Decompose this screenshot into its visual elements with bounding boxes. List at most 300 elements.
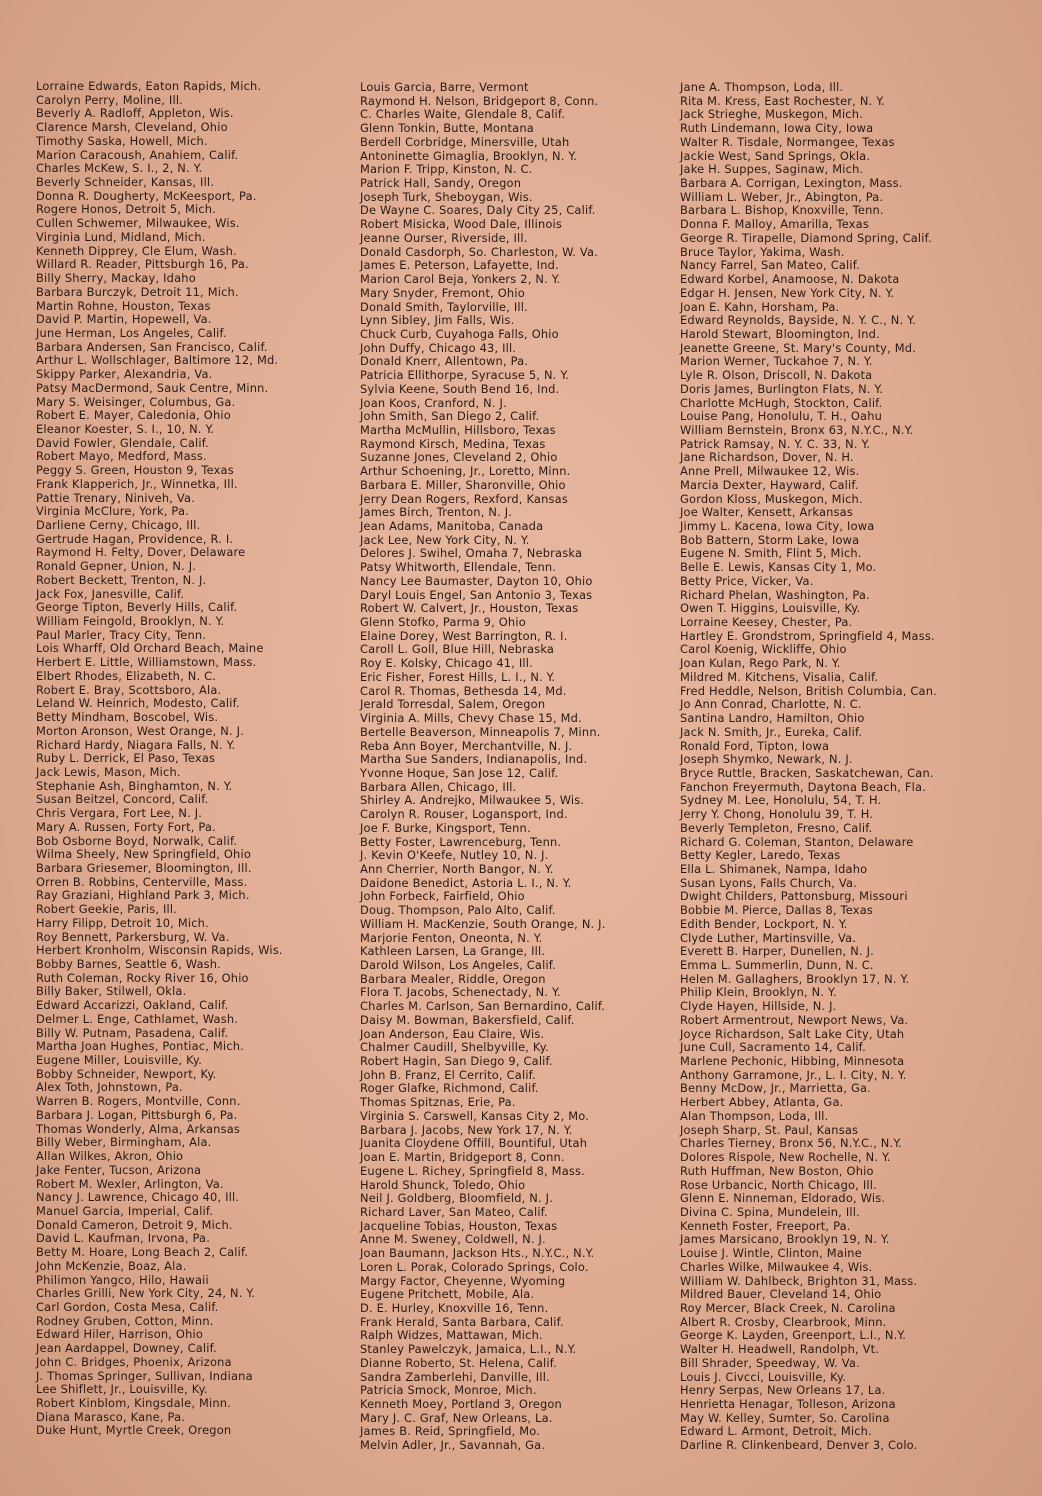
name-entry: Reba Ann Boyer, Merchantville, N. J. [360,738,573,753]
name-entry: Daidone Benedict, Astoria L. I., N. Y. [360,875,572,890]
name-entry: Darold Wilson, Los Angeles, Calif. [360,958,557,972]
name-entry: Ruth Lindemann, Iowa City, Iowa [680,121,874,136]
name-entry: Eugene N. Smith, Flint 5, Mich. [680,546,862,561]
name-entry: Margy Factor, Cheyenne, Wyoming [360,1273,566,1288]
name-entry: Roy Bennett, Parkersburg, W. Va. [36,929,230,944]
name-entry: Barbara Mealer, Riddle, Oregon [360,971,546,986]
name-entry: Robert Misicka, Wood Dale, Illinois [360,217,563,232]
name-entry: William W. Dahlbeck, Brighton 31, Mass. [680,1273,918,1288]
name-entry: Billy W. Putnam, Pasadena, Calif. [36,1025,229,1040]
name-entry: Richard Hardy, Niagara Falls, N. Y. [36,737,236,752]
name-entry: Edward Accarizzi, Oakland, Calif. [36,998,229,1013]
name-entry: Glenn Tonkin, Butte, Montana [360,121,534,136]
name-entry: Edgar H. Jensen, New York City, N. Y. [680,285,895,300]
name-entry: Ann Cherrier, North Bangor, N. Y. [360,861,554,876]
name-entry: Morton Aronson, West Orange, N. J. [36,723,245,738]
name-entry: Sandra Zamberlehi, Danville, Ill. [360,1369,550,1384]
name-entry: George R. Tirapelle, Diamond Spring, Calif. [680,230,932,245]
name-entry: Orren B. Robbins, Centerville, Mass. [36,874,248,889]
name-entry: Chalmer Caudill, Shelbyville, Ky. [360,1040,549,1055]
name-entry: Clyde Luther, Martinsville, Va. [680,930,857,945]
name-entry: Marlene Pechonic, Hibbing, Minnesota [680,1054,905,1069]
name-entry: Thomas Spitznas, Erie, Pa. [360,1095,516,1110]
name-entry: Berdell Corbridge, Minersville, Utah [360,134,570,149]
name-entry: Eugene Pritchett, Mobile, Ala. [360,1287,535,1302]
name-entry: Louis J. Civcci, Louisville, Ky. [680,1369,847,1384]
name-entry: Donald Knerr, Allentown, Pa. [360,354,529,369]
name-entry: Joan Baumann, Jackson Hts., N.Y.C., N.Y. [360,1246,595,1261]
name-entry: Chuck Curb, Cuyahoga Falls, Ohio [360,326,559,341]
name-entry: Marion Werner, Tuckahoe 7, N. Y. [680,354,873,369]
name-entry: Henrietta Henagar, Tolleson, Arizona [680,1397,896,1411]
name-entry: John Duffy, Chicago 43, Ill. [360,340,517,355]
name-entry: Joseph Turk, Sheboygan, Wis. [360,189,533,204]
name-entry: Rita M. Kress, East Rochester, N. Y. [680,93,885,108]
name-entry: Kathleen Larsen, La Grange, Ill. [360,944,546,959]
name-entry: Gordon Kloss, Muskegon, Mich. [680,491,863,506]
name-entry: Donald Cameron, Detroit 9, Mich. [36,1217,233,1232]
name-entry: Richard G. Coleman, Stanton, Delaware [680,834,914,849]
name-entry: Glenn E. Ninneman, Eldorado, Wis. [680,1191,886,1206]
name-entry: Joan Kulan, Rego Park, N. Y. [680,656,841,671]
name-entry: William Bernstein, Bronx 63, N.Y.C., N.Y. [680,422,914,437]
name-entry: Richard Phelan, Washington, Pa. [680,587,870,602]
name-entry: Carolyn Perry, Moline, Ill. [36,92,184,107]
name-entry: Harry Filipp, Detroit 10, Mich. [36,915,209,930]
name-entry: William Feingold, Brooklyn, N. Y. [36,614,225,629]
name-entry: Jacqueline Tobias, Houston, Texas [360,1218,558,1233]
name-entry: Emma L. Summerlin, Dunn, N. C. [680,958,874,972]
name-entry: Santina Landro, Hamilton, Ohio [680,711,865,726]
name-entry: Mildred Bauer, Cleveland 14, Ohio [680,1287,882,1302]
name-entry: Belle E. Lewis, Kansas City 1, Mo. [680,560,877,575]
name-entry: May W. Kelley, Sumter, So. Carolina [680,1410,890,1425]
name-entry: Martha McMullin, Hillsboro, Texas [360,422,556,437]
name-entry: Willard R. Reader, Pittsburgh 16, Pa. [36,257,249,272]
name-entry: C. Charles Waite, Glendale 8, Calif. [360,107,566,122]
name-entry: Carolyn R. Rouser, Logansport, Ind. [360,807,568,822]
name-entry: Jack N. Smith, Jr., Eureka, Calif. [680,724,863,739]
name-entry: William H. MacKenzie, South Orange, N. J. [360,916,606,931]
name-entry: Warren B. Rogers, Montville, Conn. [36,1094,241,1109]
name-entry: Fanchon Freyermuth, Daytona Beach, Fla. [680,779,927,794]
name-entry: Gertrude Hagan, Providence, R. I. [36,531,234,546]
name-entry: Jo Ann Conrad, Charlotte, N. C. [680,697,862,712]
name-entry: June Cull, Sacramento 14, Calif. [680,1040,866,1055]
name-entry: D. E. Hurley, Knoxville 16, Tenn. [360,1300,549,1315]
name-entry: Jack Lewis, Mason, Mich. [36,764,181,779]
name-entry: Marion F. Tripp, Kinston, N. C. [360,162,533,177]
name-entry: Donna R. Dougherty, McKeesport, Pa. [36,188,257,203]
name-entry: Rogere Honos, Detroit 5, Mich. [36,202,217,217]
name-entry: Nancy J. Lawrence, Chicago 40, Ill. [36,1190,240,1205]
name-entry: Divina C. Spina, Mundelein, Ill. [680,1204,860,1219]
name-entry: Mildred M. Kitchens, Visalia, Calif. [680,669,879,684]
name-entry: Loren L. Porak, Colorado Springs, Colo. [360,1259,589,1274]
name-entry: Robert E. Mayer, Caledonia, Ohio [36,408,231,423]
name-entry: Roger Glafke, Richmond, Calif. [360,1081,539,1096]
name-entry: Joe F. Burke, Kingsport, Tenn. [360,820,531,835]
name-entry: Alan Thompson, Loda, Ill. [680,1108,829,1123]
name-entry: Antoninette Gimaglia, Brooklyn, N. Y. [360,148,578,163]
name-entry: Frank Herald, Santa Barbara, Calif. [360,1314,564,1329]
name-entry: Caroll L. Goll, Blue Hill, Nebraska [360,642,555,657]
name-entry: Jake H. Suppes, Saginaw, Mich. [680,162,864,177]
name-entry: Arthur L. Wollschlager, Baltimore 12, Md. [36,353,279,368]
name-entry: Bob Battern, Storm Lake, Iowa [680,532,860,547]
name-entry: Stephanie Ash, Binghamton, N. Y. [36,778,233,793]
name-entry: Harold Shunck, Toledo, Ohio [360,1177,526,1192]
name-entry: Philip Klein, Brooklyn, N. Y. [680,985,837,1000]
name-entry: Billy Weber, Birmingham, Ala. [36,1135,212,1150]
name-entry: Yvonne Hoque, San Jose 12, Calif. [360,765,559,780]
name-entry: Doris James, Burlington Flats, N. Y. [680,381,884,396]
name-entry: Betty Mindham, Boscobel, Wis. [36,710,219,725]
name-entry: Marion Caracoush, Anahiem, Calif. [36,147,239,162]
name-entry: Louise J. Wintle, Clinton, Maine [680,1246,862,1261]
name-entry: Daisy M. Bowman, Bakersfield, Calif. [360,1012,575,1027]
name-entry: Herbert Kronholm, Wisconsin Rapids, Wis. [36,943,283,958]
name-entry: Betty Foster, Lawrenceburg, Tenn. [360,834,562,849]
name-entry: James E. Peterson, Lafayette, Ind. [360,258,559,273]
name-entry: Arthur Schoening, Jr., Loretto, Minn. [360,464,571,479]
name-entry: Diana Marasco, Kane, Pa. [36,1409,186,1424]
name-entry: Clyde Hayen, Hillside, N. J. [680,999,837,1014]
name-entry: John Smith, San Diego 2, Calif. [360,409,540,424]
name-list-column-2 [360,81,606,1453]
name-entry: Edward Reynolds, Bayside, N. Y. C., N. Y. [680,313,916,328]
name-entry: Susan Beitzel, Concord, Calif. [36,792,209,807]
name-entry: Fred Heddle, Nelson, British Columbia, Can. [680,683,937,698]
name-entry: Anthony Garramone, Jr., L. I. City, N. Y. [680,1067,907,1082]
name-entry: Everett B. Harper, Dunellen, N. J. [680,944,874,959]
name-entry: Pattie Trenary, Niniveh, Va. [36,490,196,505]
name-entry: George K. Layden, Greenport, L.I., N.Y. [680,1328,907,1343]
name-entry: June Herman, Los Angeles, Calif. [36,325,227,340]
name-entry: Herbert E. Little, Williamstown, Mass. [36,655,257,670]
name-entry: Barbara J. Logan, Pittsburgh 6, Pa. [36,1107,238,1122]
name-entry: Edward Korbel, Anamoose, N. Dakota [680,272,900,287]
name-entry: Joseph Sharp, St. Paul, Kansas [680,1122,859,1137]
name-entry: Ralph Widzes, Mattawan, Mich. [360,1328,543,1343]
name-entry: Frank Klapperich, Jr., Winnetka, Ill. [36,476,238,491]
name-entry: Duke Hunt, Myrtle Creek, Oregon [36,1423,232,1438]
name-entry: Ruby L. Derrick, El Paso, Texas [36,751,216,766]
name-entry: Barbara A. Corrigan, Lexington, Mass. [680,176,903,191]
name-entry: Dianne Roberto, St. Helena, Calif. [360,1355,557,1370]
name-entry: Albert R. Crosby, Clearbrook, Minn. [680,1314,887,1329]
name-entry: John C. Bridges, Phoenix, Arizona [36,1354,232,1369]
name-entry: Bill Shrader, Speedway, W. Va. [680,1355,860,1370]
name-entry: Carol Koenig, Wickliffe, Ohio [680,642,847,657]
name-entry: Nancy Lee Baumaster, Dayton 10, Ohio [360,573,593,588]
name-entry: Robert W. Calvert, Jr., Houston, Texas [360,601,579,616]
name-entry: Ruth Coleman, Rocky River 16, Ohio [36,970,249,985]
name-entry: Benny McDow, Jr., Marrietta, Ga. [680,1081,871,1096]
name-entry: Thomas Wonderly, Alma, Arkansas [36,1121,241,1136]
name-entry: Patricia Smock, Monroe, Mich. [360,1383,537,1398]
name-entry: Carl Gordon, Costa Mesa, Calif. [36,1299,219,1314]
name-entry: Susan Lyons, Falls Church, Va. [680,875,858,890]
name-entry: Robert Hagin, San Diego 9, Calif. [360,1054,553,1069]
name-entry: Barbara L. Bishop, Knoxville, Tenn. [680,203,884,218]
name-entry: Patsy MacDermond, Sauk Centre, Minn. [36,380,269,395]
name-entry: Kenneth Moey, Portland 3, Oregon [360,1397,562,1411]
name-entry: John B. Franz, El Cerrito, Calif. [360,1067,536,1082]
name-entry: Jack Strieghe, Muskegon, Mich. [680,107,864,122]
name-entry: Carol R. Thomas, Bethesda 14, Md. [360,683,567,698]
name-entry: Richard Laver, San Mateo, Calif. [360,1204,548,1219]
name-entry: J. Kevin O'Keefe, Nutley 10, N. J. [360,848,549,863]
name-entry: Skippy Parker, Alexandria, Va. [36,367,213,382]
name-entry: John Forbeck, Fairfield, Ohio [360,889,525,904]
name-entry: Robert E. Bray, Scottsboro, Ala. [36,682,222,697]
name-entry: William L. Weber, Jr., Abington, Pa. [680,189,884,204]
name-entry: Patricia Ellithorpe, Syracuse 5, N. Y. [360,368,569,383]
name-entry: Virginia S. Carswell, Kansas City 2, Mo. [360,1108,590,1123]
name-entry: Bertelle Beaverson, Minneapolis 7, Minn. [360,724,601,739]
name-entry: Joan E. Kahn, Horsham, Pa. [680,299,840,314]
name-entry: Robert Kinblom, Kingsdale, Minn. [36,1396,232,1410]
name-entry: Bobby Schneider, Newport, Ky. [36,1066,217,1081]
name-entry: Marjorie Fenton, Oneonta, N. Y. [360,930,543,945]
name-entry: Barbara Griesemer, Bloomington, Ill. [36,860,252,875]
name-entry: Delores J. Swihel, Omaha 7, Nebraska [360,546,583,561]
name-entry: Eleanor Koester, S. I., 10, N. Y. [36,421,215,436]
name-entry: Nancy Farrel, San Mateo, Calif. [680,258,860,273]
name-entry: Jane Richardson, Dover, N. H. [680,450,854,465]
name-list-column-3 [680,81,937,1453]
name-entry: Dolores Rispole, New Rochelle, N. Y. [680,1150,891,1165]
name-entry: Ella L. Shimanek, Nampa, Idaho [680,861,868,876]
name-entry: Barbara Andersen, San Francisco, Calif. [36,339,268,354]
name-entry: Joe Walter, Kensett, Arkansas [680,505,853,520]
name-entry: Flora T. Jacobs, Schenectady, N. Y. [360,985,561,1000]
name-entry: Jeanne Ourser, Riverside, Ill. [360,230,528,245]
name-entry: Kenneth Foster, Freeport, Pa. [680,1218,851,1233]
name-entry: Herbert Abbey, Atlanta, Ga. [680,1095,844,1110]
name-entry: Eric Fisher, Forest Hills, L. I., N. Y. [360,669,556,684]
name-entry: Beverly A. Radloff, Appleton, Wis. [36,106,234,121]
name-entry: Billy Sherry, Mackay, Idaho [36,271,196,286]
name-entry: Owen T. Higgins, Louisville, Ky. [680,601,861,616]
name-entry: Mary S. Weisinger, Columbus, Ga. [36,394,236,409]
name-entry: Melvin Adler, Jr., Savannah, Ga. [360,1438,546,1453]
name-entry: Bruce Taylor, Yakima, Wash. [680,244,845,259]
name-entry: Bobby Barnes, Seattle 6, Wash. [36,957,222,971]
name-entry: Juanita Cloydene Offill, Bountiful, Utah [360,1136,588,1151]
name-entry: De Wayne C. Soares, Daly City 25, Calif. [360,203,596,218]
name-entry: Charlotte McHugh, Stockton, Calif. [680,395,883,410]
name-entry: Eugene Miller, Louisville, Ky. [36,1053,203,1068]
name-entry: Jake Fenter, Tucson, Arizona [36,1162,202,1177]
name-entry: James B. Reid, Springfield, Mo. [360,1424,541,1439]
name-entry: Kenneth Dipprey, Cle Elum, Wash. [36,243,237,258]
name-entry: Patsy Whitworth, Ellendale, Tenn. [360,560,557,575]
name-entry: Bryce Ruttle, Bracken, Saskatchewan, Can. [680,765,934,780]
name-entry: Charles Tierney, Bronx 56, N.Y.C., N.Y. [680,1136,903,1151]
name-entry: Betty M. Hoare, Long Beach 2, Calif. [36,1245,249,1260]
name-entry: Jerald Torresdal, Salem, Oregon [360,697,546,712]
name-entry: Paul Marler, Tracy City, Tenn. [36,627,207,642]
name-entry: Billy Baker, Stilwell, Okla. [36,984,187,999]
name-entry: Delmer L. Enge, Cathlamet, Wash. [36,1011,239,1026]
name-entry: Edward Hiler, Harrison, Ohio [36,1327,204,1342]
name-entry: Bobbie M. Pierce, Dallas 8, Texas [680,903,874,918]
name-entry: Joyce Richardson, Salt Lake City, Utah [680,1026,905,1041]
name-entry: George Tipton, Beverly Hills, Calif. [36,600,238,615]
name-entry: Glenn Stofko, Parma 9, Ohio [360,615,526,630]
name-entry: Mary A. Russen, Forty Fort, Pa. [36,819,216,834]
name-entry: Jerry Dean Rogers, Rexford, Kansas [360,491,568,506]
name-entry: Harold Stewart, Bloomington, Ind. [680,326,880,341]
name-entry: Jack Lee, New York City, N. Y. [360,532,530,547]
name-entry: Bob Osborne Boyd, Norwalk, Calif. [36,833,238,848]
name-entry: Elbert Rhodes, Elizabeth, N. C. [36,668,217,683]
name-entry: Jane A. Thompson, Loda, Ill. [680,80,844,94]
name-entry: Virginia Lund, Midland, Mich. [36,229,206,244]
name-entry: Suzanne Jones, Cleveland 2, Ohio [360,450,558,465]
name-entry: Dwight Childers, Pattonsburg, Missouri [680,889,908,904]
name-entry: Martha Sue Sanders, Indianapolis, Ind. [360,752,588,767]
name-entry: Peggy S. Green, Houston 9, Texas [36,463,234,478]
name-entry: Mary J. C. Graf, New Orleans, La. [360,1410,553,1425]
name-entry: David L. Kaufman, Irvona, Pa. [36,1231,211,1246]
name-entry: Barbara Burczyk, Detroit 11, Mich. [36,284,239,299]
name-entry: Charles Wilke, Milwaukee 4, Wis. [680,1259,873,1274]
name-entry: Barbara E. Miller, Sharonville, Ohio [360,477,566,492]
name-entry: Edward L. Armont, Detroit, Mich. [680,1424,872,1439]
name-entry: Sylvia Keene, South Bend 16, Ind. [360,381,560,396]
name-entry: J. Thomas Springer, Sullivan, Indiana [36,1368,253,1383]
name-entry: Rose Urbancic, North Chicago, Ill. [680,1177,877,1192]
name-entry: Sydney M. Lee, Honolulu, 54, T. H. [680,793,882,808]
name-entry: Ronald Gepner, Union, N. J. [36,559,197,574]
name-entry: Ronald Ford, Tipton, Iowa [680,738,830,753]
name-entry: James Marsicano, Brooklyn 19, N. Y. [680,1232,890,1247]
name-entry: Walter H. Headwell, Randolph, Vt. [680,1342,880,1357]
name-entry: Charles McKew, S. I., 2, N. Y. [36,161,203,176]
name-entry: Lorraine Keesey, Chester, Pa. [680,615,853,630]
name-entry: Patrick Ramsay, N. Y. C. 33, N. Y. [680,436,871,451]
name-entry: Betty Kegler, Laredo, Texas [680,848,841,863]
name-entry: Philimon Yangco, Hilo, Hawaii [36,1272,209,1287]
name-entry: Elaine Dorey, West Barrington, R. I. [360,628,568,643]
name-entry: Patrick Hall, Sandy, Oregon [360,176,522,191]
name-entry: Donald Smith, Taylorville, Ill. [360,299,528,314]
name-entry: Wilma Sheely, New Springfield, Ohio [36,847,252,862]
name-entry: Lois Wharff, Old Orchard Beach, Maine [36,641,264,656]
name-entry: Betty Price, Vicker, Va. [680,573,814,588]
name-entry: Darliene Cerny, Chicago, Ill. [36,518,201,532]
name-entry: Ray Graziani, Highland Park 3, Mich. [36,888,250,903]
name-entry: Cullen Schwemer, Milwaukee, Wis. [36,216,240,231]
name-entry: Raymond H. Nelson, Bridgeport 8, Conn. [360,93,599,108]
name-entry: Anne M. Sweney, Coldwell, N. J. [360,1232,546,1247]
name-entry: Robert Mayo, Medford, Mass. [36,449,207,464]
name-entry: Daryl Louis Engel, San Antonio 3, Texas [360,587,593,602]
name-entry: Clarence Marsh, Cleveland, Ohio [36,120,228,135]
name-entry: Neil J. Goldberg, Bloomfield, N. J. [360,1191,554,1206]
name-entry: Beverly Schneider, Kansas, Ill. [36,175,215,190]
name-entry: Eugene L. Richey, Springfield 8, Mass. [360,1163,585,1178]
name-entry: Lorraine Edwards, Eaton Rapids, Mich. [36,79,262,93]
name-entry: John McKenzie, Boaz, Ala. [36,1258,187,1273]
name-entry: David Fowler, Glendale, Calif. [36,435,209,450]
name-entry: Timothy Saska, Howell, Mich. [36,133,208,148]
name-entry: Ruth Huffman, New Boston, Ohio [680,1163,874,1178]
name-entry: Helen M. Gallaghers, Brooklyn 17, N. Y. [680,971,910,986]
name-entry: Leland W. Heinrich, Modesto, Calif. [36,696,240,711]
name-entry: Darline R. Clinkenbeard, Denver 3, Colo. [680,1438,918,1453]
name-entry: Alex Toth, Johnstown, Pa. [36,1080,183,1095]
name-entry: Virginia A. Mills, Chevy Chase 15, Md. [360,711,582,726]
name-entry: Joan Anderson, Eau Claire, Wis. [360,1026,545,1041]
name-entry: Jimmy L. Kacena, Iowa City, Iowa [680,519,875,533]
name-entry: Robert Beckett, Trenton, N. J. [36,572,207,587]
name-entry: Louise Pang, Honolulu, T. H., Oahu [680,409,883,424]
name-entry: Lee Shiflett, Jr., Louisville, Ky. [36,1382,208,1397]
name-entry: Shirley A. Andrejko, Milwaukee 5, Wis. [360,793,585,808]
name-entry: Robert M. Wexler, Arlington, Va. [36,1176,224,1191]
name-entry: Barbara J. Jacobs, New York 17, N. Y. [360,1122,573,1137]
name-entry: Raymond H. Felty, Dover, Delaware [36,545,246,560]
name-entry: Lyle R. Olson, Driscoll, N. Dakota [680,368,873,383]
name-entry: Allan Wilkes, Akron, Ohio [36,1149,184,1164]
name-entry: Walter R. Tisdale, Normangee, Texas [680,134,895,149]
name-entry: David P. Martin, Hopewell, Va. [36,312,212,327]
name-entry: Roy E. Kolsky, Chicago 41, Ill. [360,656,533,671]
name-entry: Donna F. Malloy, Amarilla, Texas [680,217,869,232]
name-entry: Robert Armentrout, Newport News, Va. [680,1012,909,1027]
name-entry: Joan E. Martin, Bridgeport 8, Conn. [360,1150,565,1165]
name-entry: Robert Geekie, Paris, Ill. [36,902,178,917]
name-entry: Roy Mercer, Black Creek, N. Carolina [680,1300,896,1315]
name-entry: Jack Fox, Janesville, Calif. [36,586,185,601]
name-entry: Rodney Gruben, Cotton, Minn. [36,1313,214,1328]
name-entry: Stanley Pawelczyk, Jamaica, L.I., N.Y. [360,1342,577,1357]
name-entry: Marcia Dexter, Hayward, Calif. [680,477,859,492]
name-entry: Charles M. Carlson, San Bernardino, Calif. [360,999,606,1014]
name-entry: Mary Snyder, Fremont, Ohio [360,285,525,300]
name-entry: Hartley E. Grondstrom, Springfield 4, Mass. [680,628,935,643]
name-entry: Martin Rohne, Houston, Texas [36,298,211,313]
name-entry: Lynn Sibley, Jim Falls, Wis. [360,313,515,328]
name-entry: Charles Grilli, New York City, 24, N. Y. [36,1286,256,1301]
name-entry: Chris Vergara, Fort Lee, N. J. [36,806,203,821]
name-entry: Henry Serpas, New Orleans 17, La. [680,1383,886,1398]
name-entry: Barbara Allen, Chicago, Ill. [360,779,517,794]
name-entry: Martha Joan Hughes, Pontiac, Mich. [36,1039,245,1054]
name-entry: Jean Aardappel, Downey, Calif. [36,1341,217,1356]
name-entry: Jackie West, Sand Springs, Okla. [680,148,871,163]
name-entry: Virginia McClure, York, Pa. [36,504,189,519]
name-entry: James Birch, Trenton, N. J. [360,505,513,520]
name-entry: Beverly Templeton, Fresno, Calif. [680,820,873,835]
name-entry: Manuel Garcia, Imperial, Calif. [36,1203,214,1218]
name-entry: Louis Garcia, Barre, Vermont [360,80,529,94]
name-entry: Edith Bender, Lockport, N. Y. [680,916,848,931]
name-entry: Jeanette Greene, St. Mary's County, Md. [680,340,917,355]
name-entry: Jerry Y. Chong, Honolulu 39, T. H. [680,807,874,822]
name-entry: Raymond Kirsch, Medina, Texas [360,436,546,451]
name-list-column-1 [36,80,283,1438]
name-entry: Joseph Shymko, Newark, N. J. [680,752,853,767]
name-entry: Joan Koos, Cranford, N. J. [360,395,507,410]
name-entry: Anne Prell, Milwaukee 12, Wis. [680,464,860,479]
name-entry: Marion Carol Beja, Yonkers 2, N. Y. [360,272,561,287]
name-entry: Doug. Thompson, Palo Alto, Calif. [360,903,556,918]
